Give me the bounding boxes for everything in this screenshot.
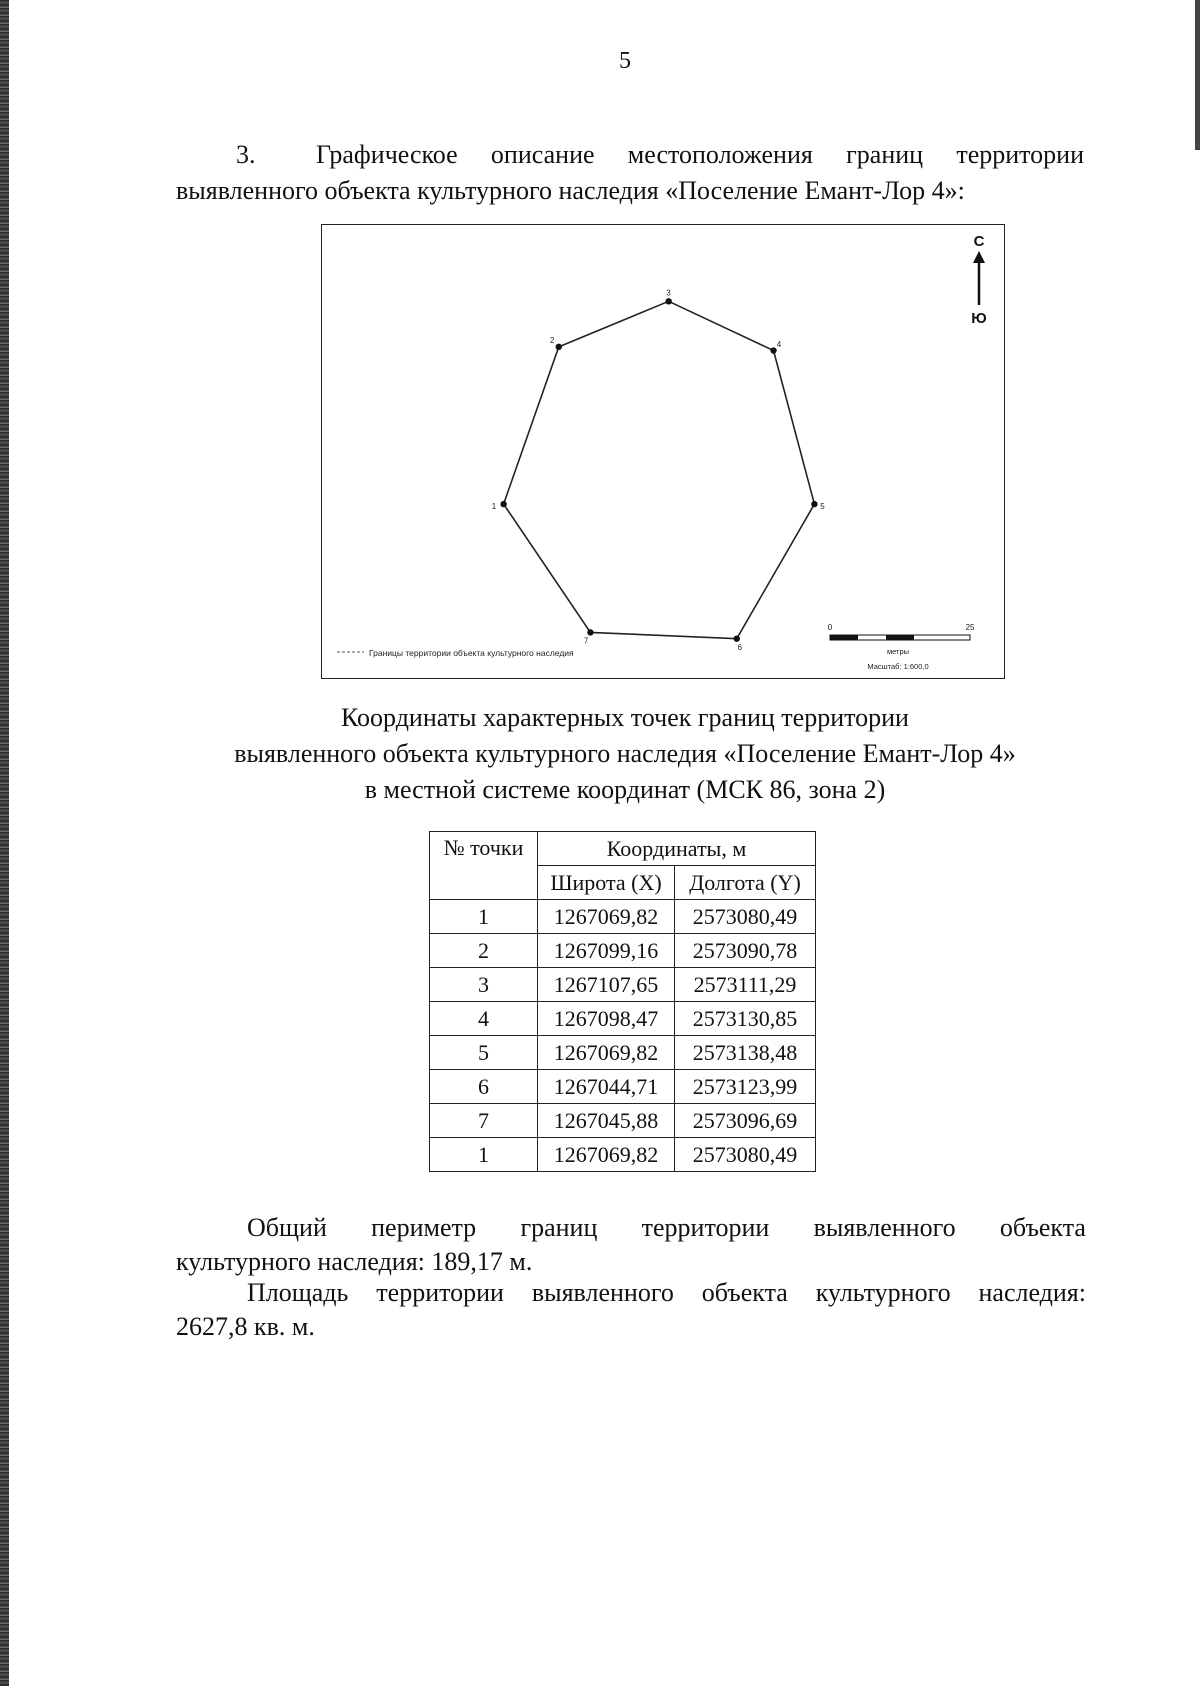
- area-line1: Площадь территории выявленного объекта культурного наследия:: [247, 1278, 1086, 1307]
- perimeter-paragraph: [176, 1211, 1086, 1279]
- section-title-line1: [176, 137, 1084, 173]
- north-label: С: [973, 233, 985, 250]
- boundary-points: [492, 288, 825, 652]
- table-row: [430, 968, 816, 1002]
- cell-y: 2573096,69: [675, 1104, 816, 1138]
- cell-point-number: 2: [430, 934, 538, 968]
- perimeter-word: Общий: [247, 1213, 327, 1242]
- cell-y: 2573080,49: [675, 1138, 816, 1172]
- table-row: [430, 900, 816, 934]
- table-row: [430, 1002, 816, 1036]
- perimeter-line2: культурного наследия: 189,17 м.: [176, 1247, 533, 1276]
- boundary-point-marker: [556, 344, 562, 350]
- page-number: 5: [619, 48, 631, 74]
- cell-point-number: 6: [430, 1070, 538, 1104]
- cell-point-number: 1: [430, 900, 538, 934]
- table-caption: [0, 700, 1200, 808]
- table-row: [430, 1138, 816, 1172]
- scale-bar-segment: [830, 635, 858, 640]
- perimeter-word: выявленного: [813, 1213, 956, 1242]
- cell-point-number: 1: [430, 1138, 538, 1172]
- scan-edge-left: [0, 0, 9, 1686]
- cell-y: 2573130,85: [675, 1002, 816, 1036]
- cell-x: 1267069,82: [538, 1138, 675, 1172]
- table-row: [430, 1070, 816, 1104]
- cell-y: 2573123,99: [675, 1070, 816, 1104]
- table-row: [430, 1036, 816, 1070]
- legend-text: Границы территории объекта культурного наследия: [369, 648, 574, 658]
- scale-unit-label: метры: [886, 647, 910, 656]
- scale-bar: [828, 623, 975, 671]
- boundary-map-svg: [322, 225, 1006, 680]
- table-row: [430, 1104, 816, 1138]
- south-label: Ю: [971, 310, 987, 327]
- scale-bar-segment: [886, 635, 914, 640]
- boundary-point-marker: [500, 501, 506, 507]
- cell-point-number: 5: [430, 1036, 538, 1070]
- cell-x: 1267069,82: [538, 900, 675, 934]
- scale-start-label: 0: [827, 623, 833, 632]
- coordinates-table: [429, 831, 816, 1172]
- north-arrow-head: [973, 251, 985, 263]
- scale-end-label: 25: [965, 623, 975, 632]
- cell-point-number: 7: [430, 1104, 538, 1138]
- map-legend: [337, 648, 574, 658]
- boundary-point-marker: [811, 501, 817, 507]
- cell-x: 1267045,88: [538, 1104, 675, 1138]
- boundary-point-label: 5: [820, 502, 825, 512]
- section-title-line2: выявленного объекта культурного наследия «Поселение Емант-Лор 4»:: [176, 176, 965, 205]
- perimeter-word: объекта: [999, 1213, 1086, 1242]
- cell-x: 1267069,82: [538, 1036, 675, 1070]
- boundary-point-label: 6: [737, 642, 742, 652]
- header-y: Долгота (Y): [675, 866, 816, 900]
- boundary-map: [321, 224, 1005, 679]
- perimeter-word: периметр: [371, 1213, 477, 1242]
- cell-x: 1267044,71: [538, 1070, 675, 1104]
- cell-y: 2573111,29: [675, 968, 816, 1002]
- scan-edge-right: [1195, 0, 1200, 150]
- north-arrow: [971, 233, 986, 327]
- caption-line3: в местной системе координат (МСК 86, зона 2): [364, 775, 886, 804]
- header-x: Широта (X): [538, 866, 675, 900]
- header-point: № точки: [430, 832, 538, 900]
- cell-point-number: 4: [430, 1002, 538, 1036]
- boundary-point-marker: [587, 629, 593, 635]
- cell-y: 2573090,78: [675, 934, 816, 968]
- cell-y: 2573080,49: [675, 900, 816, 934]
- section-title: [176, 137, 1084, 209]
- perimeter-word: территории: [641, 1213, 770, 1242]
- boundary-point-marker: [665, 298, 671, 304]
- perimeter-line1: [176, 1211, 1086, 1245]
- perimeter-word: границ: [520, 1213, 598, 1242]
- cell-point-number: 3: [430, 968, 538, 1002]
- boundary-point-label: 1: [491, 502, 497, 512]
- section-number: 3.: [236, 140, 256, 169]
- boundary-polygon: [504, 301, 815, 638]
- area-paragraph: [176, 1276, 1086, 1344]
- cell-x: 1267098,47: [538, 1002, 675, 1036]
- caption-line2: выявленного объекта культурного наследия «Поселение Емант-Лор 4»: [234, 739, 1016, 768]
- boundary-point-label: 4: [776, 340, 782, 350]
- cell-x: 1267099,16: [538, 934, 675, 968]
- coordinates-table-body: [430, 900, 816, 1172]
- header-coordinates: Координаты, м: [538, 832, 816, 866]
- cell-x: 1267107,65: [538, 968, 675, 1002]
- boundary-point-marker: [734, 635, 740, 641]
- boundary-point-label: 7: [583, 636, 589, 646]
- table-row: [430, 934, 816, 968]
- boundary-point-label: 2: [550, 335, 555, 345]
- scale-text: Масштаб: 1:600,0: [867, 662, 929, 671]
- boundary-point-label: 3: [666, 288, 671, 298]
- caption-line1: Координаты характерных точек границ территории: [341, 703, 909, 732]
- cell-y: 2573138,48: [675, 1036, 816, 1070]
- area-line2: 2627,8 кв. м.: [176, 1312, 315, 1341]
- section-title-text: Графическое описание местоположения границ территории: [316, 140, 1084, 169]
